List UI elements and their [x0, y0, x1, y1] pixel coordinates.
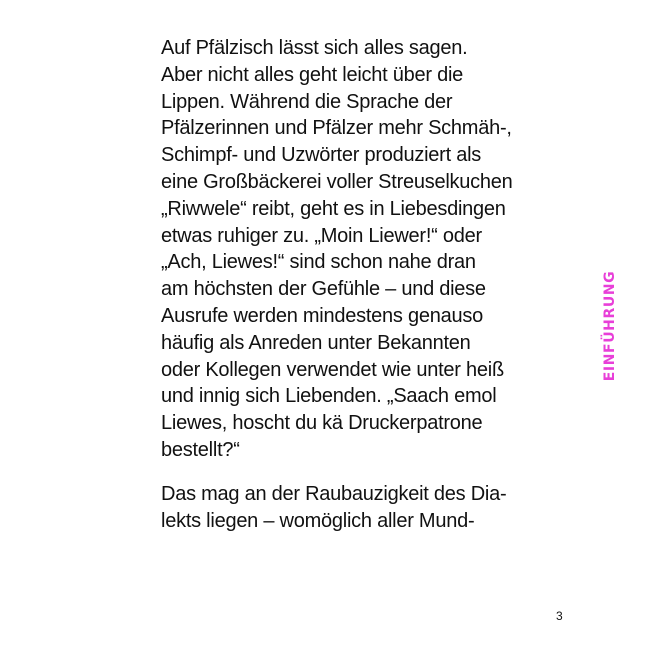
- text-line: Auf Pfälzisch lässt sich alles sagen.: [161, 37, 468, 59]
- paragraph-1: [161, 35, 581, 464]
- text-line: oder Kollegen verwendet wie unter heiß: [161, 358, 504, 381]
- text-line: „Ach, Liewes!“ sind schon nahe dran: [161, 251, 476, 274]
- text-line: häufig als Anreden unter Bekannten: [161, 331, 471, 354]
- text-line: lekts liegen – womöglich aller Mund-: [161, 509, 475, 532]
- section-label-text: EINFÜHRUNG: [602, 270, 618, 382]
- page-number: 3: [556, 609, 563, 623]
- text-line: Liewes, hoscht du kä Druckerpatrone: [161, 412, 483, 435]
- text-line: am höchsten der Gefühle – und diese: [161, 278, 486, 301]
- text-line: und innig sich Liebenden. „Saach emol: [161, 385, 497, 408]
- text-line: eine Großbäckerei voller Streuselkuchen: [161, 170, 513, 193]
- text-line: etwas ruhiger zu. „Moin Liewer!“ oder: [161, 224, 482, 247]
- text-line: „Riwwele“ reibt, geht es in Liebesdingen: [161, 197, 506, 220]
- text-line: Pfälzerinnen und Pfälzer mehr Schmäh-,: [161, 117, 512, 140]
- text-line: Aber nicht alles geht leicht über die: [161, 63, 464, 86]
- body-text: [161, 35, 581, 534]
- text-line: bestellt?“: [161, 438, 240, 461]
- section-label: [600, 266, 620, 386]
- text-line: Lippen. Während die Sprache der: [161, 90, 453, 113]
- paragraph-2: [161, 481, 581, 535]
- text-line: Schimpf- und Uzwörter produziert als: [161, 144, 482, 167]
- text-line: Das mag an der Raubauzigkeit des Dia-: [161, 482, 507, 505]
- text-line: Ausrufe werden mindestens genauso: [161, 304, 483, 327]
